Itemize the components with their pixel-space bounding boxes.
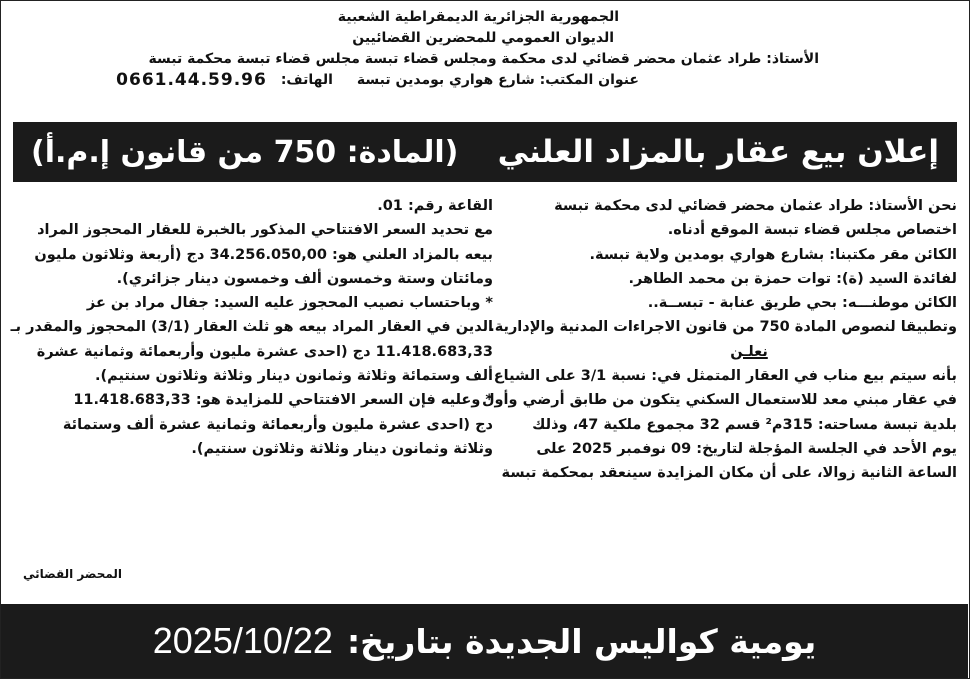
right-column-line: يوم الأحد في الجلسة المؤجلة لتاريخ: 09 نوفمبر 2025 على	[536, 440, 957, 457]
announcement-title: إعلان بيع عقار بالمزاد العلني	[497, 134, 939, 170]
right-column-line: وتطبيقا لنصوص المادة 750 من قانون الاجراءات المدنية والإدارية.	[489, 319, 957, 336]
right-column	[481, 194, 957, 486]
left-column-line: 11.418.683,33 دج (احدى عشرة مليون وأربعمائة وثمانية عشرة	[36, 343, 493, 360]
left-column-line: * وعليه فإن السعر الافتتاحي للمزايدة هو: 11.418.683,33	[73, 392, 493, 409]
header-contact	[0, 70, 969, 91]
footer-banner	[1, 604, 968, 678]
right-column-line: اختصاص مجلس قضاء تبسة الموقع أدناه.	[667, 222, 957, 239]
right-column-line: الساعة الثانية زوالا، على أن مكان المزايدة سينعقد بمحكمة تبسة	[501, 465, 957, 482]
left-column-line: * وباحتساب نصيب المحجوز عليه السيد: جفال مراد بن عز	[86, 295, 493, 312]
right-column-line: نحن الأستاذ: طراد عثمان محضر قضائي لدى محكمة تبسة	[554, 198, 957, 214]
right-column-line: لفائدة السيد (ة): توات حمزة بن محمد الطاهر.	[628, 270, 957, 287]
footer-date: 2025/10/22	[152, 620, 333, 661]
left-column-line: ومائتان وستة وخمسون ألف وخمسون دينار جزائري).	[116, 270, 493, 287]
right-column-line: الكائن موطنـــه: بحي طريق عنابة - تبســة..	[647, 295, 957, 312]
right-column-line: الكائن مقر مكتبنا: بشارع هواري بومدين ولاية تبسة.	[589, 246, 957, 263]
left-column	[10, 194, 493, 461]
header-republic: الجمهورية الجزائرية الديمقراطية الشعبية	[337, 9, 619, 25]
left-column-line: وثلاثة وثمانون دينار وثلاثة وثلاثون سنتيم).	[191, 440, 493, 457]
left-column-line: دج (احدى عشرة مليون وأربعمائة وثمانية عشرة ألف وستمائة	[62, 416, 493, 433]
header-address: عنوان المكتب: شارع هواري بومدين تبسة	[356, 72, 639, 88]
right-column-line: نعلـن	[730, 343, 768, 360]
left-column-line: مع تحديد السعر الافتتاحي المذكور بالخبرة للعقار المحجوز المراد	[37, 222, 493, 239]
left-column-line: ألف وستمائة وثلاثة وثمانون دينار وثلاثة وثلاثون سنتيم).	[94, 368, 493, 385]
right-column-line: في عقار مبني معد للاستعمال السكني يتكون من طابق أرضي وأول	[481, 392, 957, 409]
left-column-line: بيعه بالمزاد العلني هو: 34.256.050,00 دج (أربعة وثلاثون مليون	[34, 246, 493, 263]
header-phone	[116, 70, 333, 91]
title-banner	[13, 122, 957, 182]
header	[0, 7, 969, 91]
header-bailiff: الأستاذ: طراد عثمان محضر قضائي لدى محكمة ومجلس قضاء تبسة مجلس قضاء تبسة محكمة تبسة	[148, 51, 819, 67]
header-office: الديوان العمومي للمحضرين القضائيين	[352, 30, 614, 46]
phone-label: الهاتف:	[280, 72, 333, 88]
right-column-line: بلدية تبسة مساحته: 315م² قسم 32 مجموع ملكية 47، وذلك	[532, 416, 957, 433]
left-column-line: القاعة رقم: 01.	[377, 198, 493, 214]
phone-number: 0661.44.59.96	[116, 70, 267, 90]
right-column-line: بأنه سيتم بيع مناب في العقار المتمثل في: نسبة 3/1 على الشياع	[493, 368, 957, 385]
signer-label: المحضر القضائي	[23, 567, 123, 581]
article-reference: (المادة: 750 من قانون إ.م.أ)	[31, 134, 459, 170]
footer-newspaper: يومية كواليس الجديدة بتاريخ:	[346, 621, 817, 661]
left-column-line: الدين في العقار المراد بيعه هو ثلث العقار (3/1) المحجوز والمقدر بـ	[10, 319, 493, 336]
